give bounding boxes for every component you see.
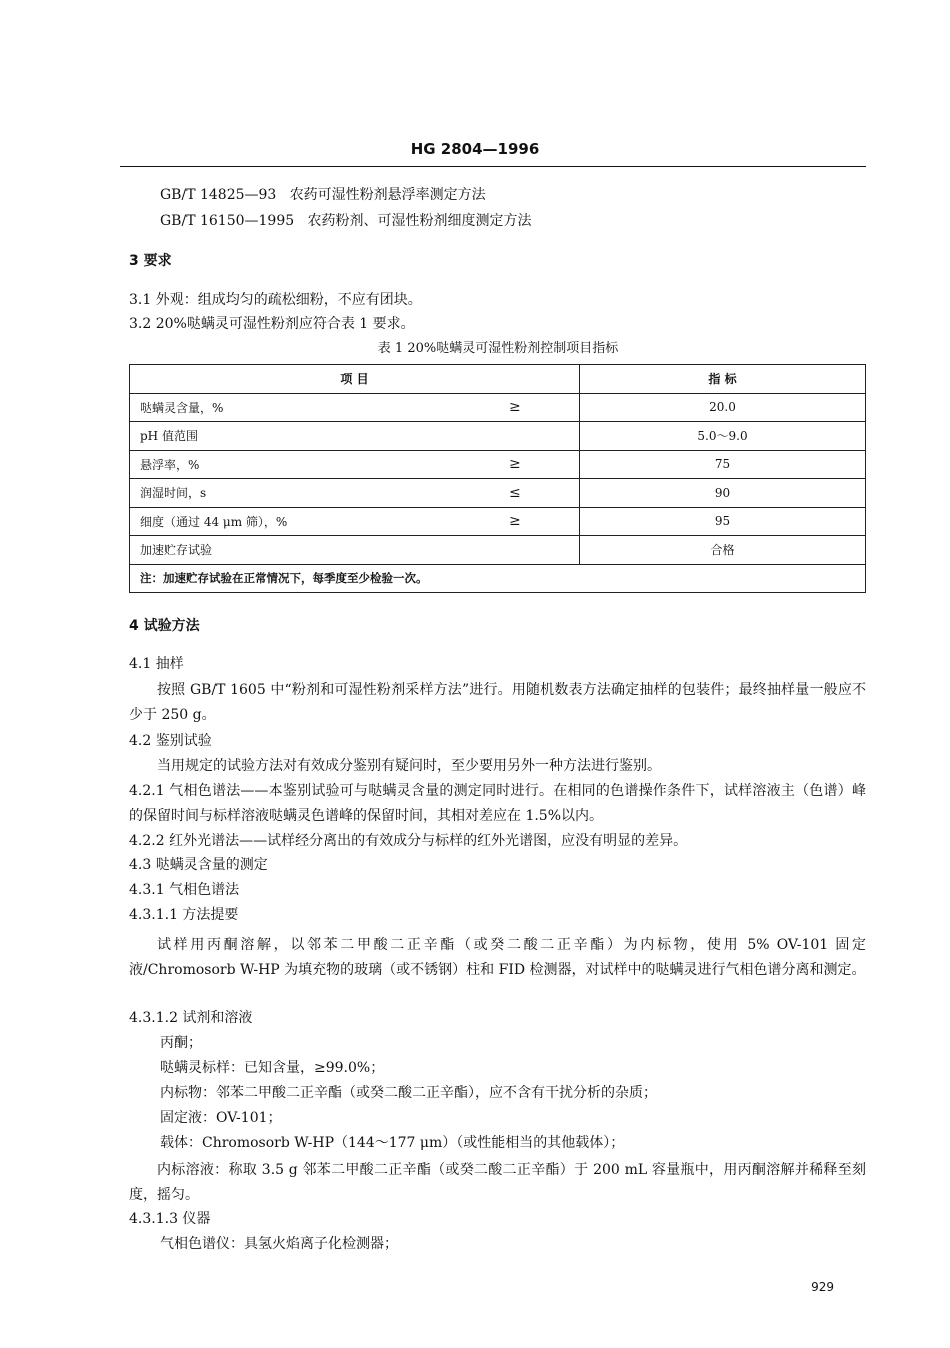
column-header-value: 指 标 [580,365,866,394]
row-symbol: ≥ [499,393,580,422]
row-symbol [499,536,580,565]
reagent-item: 哒螨灵标样：已知含量，≥99.0%； [160,1060,385,1076]
table-caption: 表 1 20%哒螨灵可湿性粉剂控制项目指标 [377,341,619,356]
column-header-item: 项 目 [130,365,580,394]
reference-line-2 [160,210,532,230]
clause-4-3-1-2-title: 4.3.1.2 试剂和溶液 [129,1010,253,1026]
instrument-item: 气相色谱仪：具氢火焰离子化检测器； [160,1236,398,1252]
clause-4-3-1-1-text: 试样用丙酮溶解，以邻苯二甲酸二正辛酯（或癸二酸二正辛酯）为内标物，使用 5% OV-101 固定液/Chromosorb W-HP 为填充物的玻璃（或不锈钢）柱和 FID 检测器，对试样中的哒螨灵进行气相色谱分离和测定。 [129,937,866,978]
header-rule [120,166,866,167]
row-value: 5.0～9.0 [580,422,866,451]
clause-3-1: 3.1 外观：组成均匀的疏松细粉，不应有团块。 [129,292,422,308]
row-symbol: ≤ [499,479,580,508]
clause-4-1-text: 按照 GB/T 1605 中“粉剂和可湿性粉剂采样方法”进行。用随机数表方法确定抽样的包装件；最终抽样量一般应不少于 250 g。 [129,682,866,723]
row-item: 悬浮率，% [130,450,500,479]
table-row [130,450,866,479]
clause-4-1-title: 4.1 抽样 [129,656,184,672]
reagent-item: 丙酮； [160,1035,202,1051]
row-symbol: ≥ [499,450,580,479]
clause-4-2-text: 当用规定的试验方法对有效成分鉴别有疑问时，至少要用另外一种方法进行鉴别。 [157,758,661,774]
reference-code: GB/T 14825—93 [160,187,277,203]
row-item: 加速贮存试验 [130,536,500,565]
section-4-heading: 4 试验方法 [129,618,200,634]
row-value: 20.0 [580,393,866,422]
row-value: 90 [580,479,866,508]
reference-line-1 [160,184,486,204]
row-item: 润湿时间，s [130,479,500,508]
row-item: 哒螨灵含量，% [130,393,500,422]
row-value: 75 [580,450,866,479]
clause-4-2-2-text: 4.2.2 红外光谱法——试样经分离出的有效成分与标样的红外光谱图，应没有明显的差异。 [129,833,688,849]
table-row [130,507,866,536]
page-number: 929 [811,1280,834,1294]
reference-code: GB/T 16150—1995 [160,213,295,229]
row-item: 细度（通过 44 μm 筛），% [130,507,500,536]
clause-4-3-title: 4.3 哒螨灵含量的测定 [129,857,268,873]
table-row [130,393,866,422]
table-note-row [130,564,866,593]
section-3-heading: 3 要求 [129,253,172,269]
clause-4-2-title: 4.2 鉴别试验 [129,733,212,749]
clause-4-2-1-text: 4.2.1 气相色谱法——本鉴别试验可与哒螨灵含量的测定同时进行。在相同的色谱操作条件下，试样溶液主（色谱）峰的保留时间与标样溶液哒螨灵色谱峰的保留时间，其相对差应在 1.5%以内。 [129,783,866,824]
clause-4-3-1-3-title: 4.3.1.3 仪器 [129,1211,211,1227]
table-row [130,479,866,508]
reagent-item: 内标物：邻苯二甲酸二正辛酯（或癸二酸二正辛酯），应不含有干扰分析的杂质； [160,1085,657,1101]
table-row [130,422,866,451]
reagent-item: 载体：Chromosorb W-HP（144～177 μm）（或性能相当的其他载体）； [160,1135,625,1151]
reference-title: 农药可湿性粉剂悬浮率测定方法 [289,187,486,203]
row-value: 95 [580,507,866,536]
row-symbol [499,422,580,451]
row-item: pH 值范围 [130,422,500,451]
reference-title: 农药粉剂、可湿性粉剂细度测定方法 [307,213,532,229]
clause-4-3-1-1-title: 4.3.1.1 方法提要 [129,907,239,923]
internal-standard-solution: 内标溶液：称取 3.5 g 邻苯二甲酸二正辛酯（或癸二酸二正辛酯）于 200 mL 容量瓶中，用丙酮溶解并稀释至刻度，摇匀。 [129,1162,866,1203]
table-row [130,536,866,565]
row-value: 合格 [580,536,866,565]
clause-3-2: 3.2 20%哒螨灵可湿性粉剂应符合表 1 要求。 [129,316,415,332]
row-symbol: ≥ [499,507,580,536]
reagent-item: 固定液：OV-101； [160,1110,282,1126]
table-note: 注：加速贮存试验在正常情况下，每季度至少检验一次。 [130,564,866,593]
spec-table [129,364,866,593]
clause-4-3-1-title: 4.3.1 气相色谱法 [129,882,240,898]
standard-code-header: HG 2804—1996 [410,140,540,158]
table-header-row [130,365,866,394]
